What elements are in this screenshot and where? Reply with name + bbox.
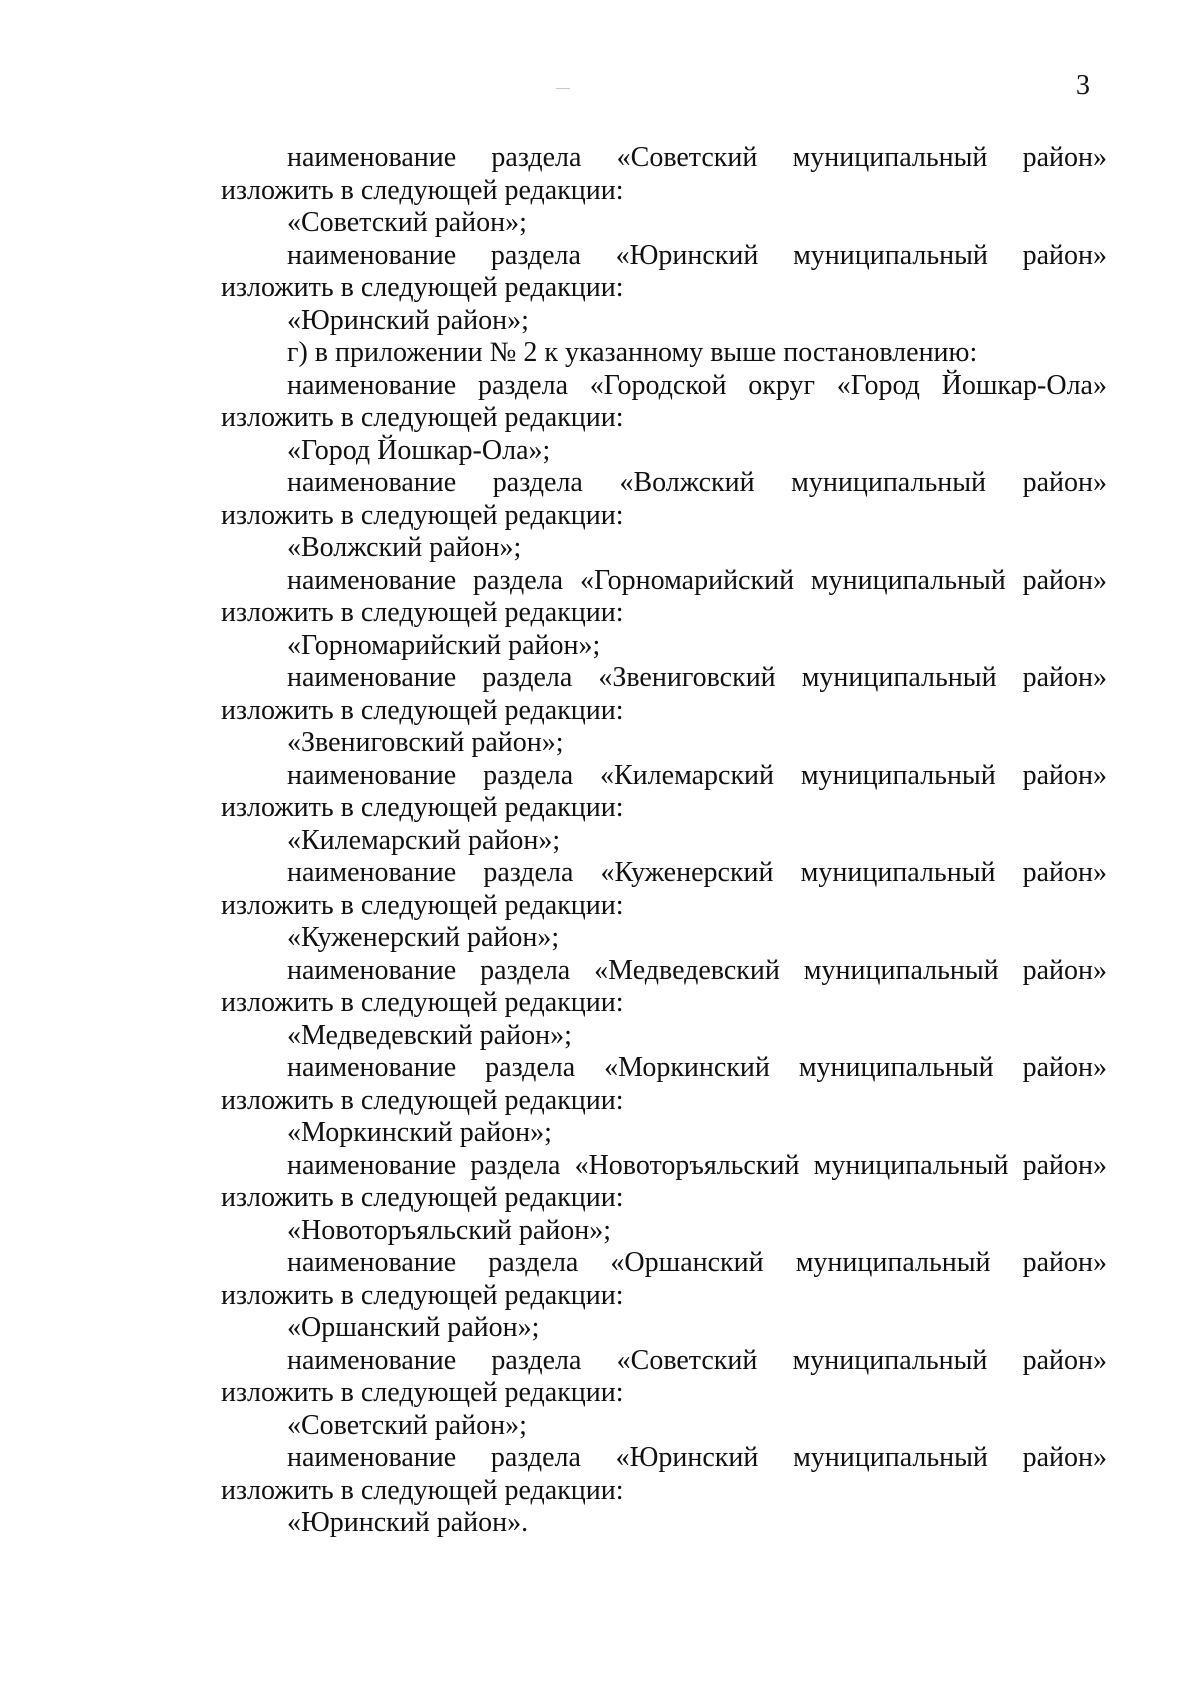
text-line: «Новоторъяльский район»; [287,1214,612,1246]
text-line: «Город Йошкар-Ола»; [287,434,551,466]
text-line: изложить в следующей редакции: [221,889,624,921]
text-line: г) в приложении № 2 к указанному выше постановлению: [287,337,978,368]
text-line: изложить в следующей редакции: [221,694,624,726]
text-line: наименование раздела «Килемарский муниципальный район» [287,759,1107,791]
text-line: изложить в следующей редакции: [221,499,624,531]
text-line: изложить в следующей редакции: [221,272,624,303]
document-body [221,142,1107,1540]
text-line: наименование раздела «Оршанский муниципальный район» [287,1247,1107,1278]
text-line: «Советский район»; [287,207,527,238]
text-line: «Медведевский район»; [287,1019,572,1051]
text-line: изложить в следующей редакции: [221,1377,624,1408]
text-line: «Волжский район»; [287,532,522,563]
text-line: наименование раздела «Горномарийский муниципальный район» [287,564,1107,596]
text-line: изложить в следующей редакции: [221,792,624,823]
text-line: наименование раздела «Медведевский муниципальный район» [287,954,1107,986]
text-line: изложить в следующей редакции: [221,987,624,1018]
text-line: изложить в следующей редакции: [221,1279,624,1311]
page-number: 3 [1076,70,1090,101]
text-line: изложить в следующей редакции: [221,597,624,628]
text-line: «Килемарский район»; [287,824,561,856]
text-line: «Оршанский район»; [287,1312,540,1343]
text-line: наименование раздела «Юринский муниципальный район» [287,1442,1107,1473]
scan-artifact [556,88,570,89]
text-line: изложить в следующей редакции: [221,174,624,206]
text-line: изложить в следующей редакции: [221,1084,624,1116]
text-line: наименование раздела «Звениговский муниципальный район» [287,662,1107,693]
text-line: «Звениговский район»; [287,727,564,758]
text-line: изложить в следующей редакции: [221,402,624,433]
text-line: «Горномарийский район»; [287,629,601,661]
text-line: наименование раздела «Новоторъяльский муниципальный район» [287,1149,1107,1181]
text-line: «Юринский район»; [287,304,529,336]
text-line: изложить в следующей редакции: [221,1474,624,1506]
text-line: «Моркинский район»; [287,1117,552,1148]
text-line: наименование раздела «Городской округ «Город Йошкар-Ола» [287,369,1107,401]
text-line: «Юринский район». [287,1507,529,1538]
text-line: «Куженерский район»; [287,922,560,953]
text-line: наименование раздела «Советский муниципальный район» [287,142,1107,173]
text-line: наименование раздела «Куженерский муниципальный район» [287,857,1107,888]
text-line: «Советский район»; [287,1409,527,1441]
text-line: наименование раздела «Моркинский муниципальный район» [287,1052,1107,1083]
text-line: изложить в следующей редакции: [221,1182,624,1213]
text-line: наименование раздела «Юринский муниципальный район» [287,239,1107,271]
text-line: наименование раздела «Волжский муниципальный район» [287,467,1107,498]
text-line: наименование раздела «Советский муниципальный район» [287,1344,1107,1376]
